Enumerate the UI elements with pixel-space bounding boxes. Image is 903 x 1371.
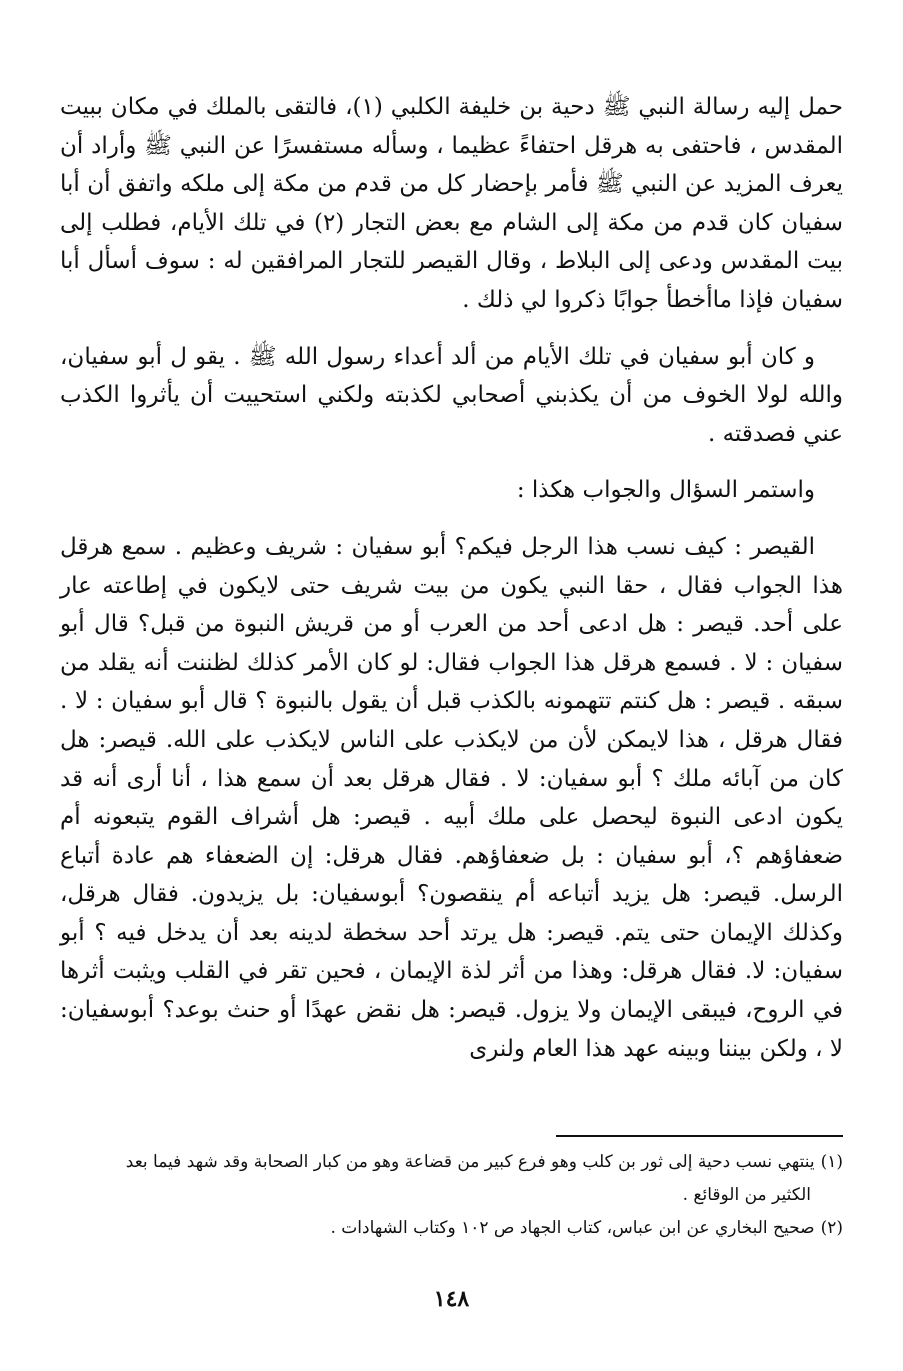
footnote-item <box>60 1146 843 1179</box>
footnote-divider <box>556 1135 843 1137</box>
footnote-continuation: الكثير من الوقائع . <box>682 1185 811 1205</box>
page-number: ١٤٨ <box>433 1286 470 1312</box>
paragraph: القيصر : كيف نسب هذا الرجل فيكم؟ أبو سفيان : شريف وعظيم . سمع هرقل هذا الجواب فقال ، حقا النبي يكون من بيت شريف حتى لايكون في إطاعته عار على أحد. قيصر : هل ادعى أحد من العرب أو من قريش النبوة من قبل؟ قال أبو سفيان : لا . فسمع هرقل هذا الجواب فقال: لو كان الأمر كذلك لظننت أنه يقلد من سبقه . قيصر : هل كنتم تتهمونه بالكذب قبل أن يقول بالنبوة ؟ قال أبو سفيان : لا . فقال هرقل ، هذا لايمكن لأن من لايكذب على الناس لايكذب على الله. قيصر: هل كان من آبائه ملك ؟ أبو سفيان: لا . فقال هرقل بعد أن سمع هذا ، أنا أرى أنه قد يكون ادعى النبوة ليحصل على ملك أبيه . قيصر: هل أشراف القوم يتبعونه أم ضعفاؤهم ؟، أبو سفيان : بل ضعفاؤهم. فقال هرقل: إن الضعفاء هم عادة أتباع الرسل. قيصر: هل يزيد أتباعه أم ينقصون؟ أبوسفيان: بل يزيدون. فقال هرقل، وكذلك الإيمان حتى يتم. قيصر: هل يرتد أحد سخطة لدينه بعد أن يدخل فيه ؟ أبو سفيان: لا. فقال هرقل: وهذا من أثر لذة الإيمان ، فحين تقر في القلب ويثبت أثرها في الروح، فيبقى الإيمان ولا يزول. قيصر: هل نقض عهدًا أو حنث بوعد؟ أبوسفيان: لا ، ولكن بيننا وبينه عهد هذا العام ولنرى <box>60 533 843 1062</box>
paragraph: و كان أبو سفيان في تلك الأيام من ألد أعداء رسول الله ﷺ . يقو ل أبو سفيان، والله لولا الخوف من أن يكذبني أصحابي لكذبته ولكني استحييت أن يأثروا الكذب عني فصدقته . <box>60 343 843 447</box>
footnote-number: (٢) <box>820 1218 843 1238</box>
paragraph: واستمر السؤال والجواب هكذا : <box>516 477 815 504</box>
paragraph: حمل إليه رسالة النبي ﷺ دحية بن خليفة الكلبي (١)، فالتقى بالملك في مكان ببيت المقدس ، فاحتفى به هرقل احتفاءً عظيما ، وسأله مستفسرًا عن النبي ﷺ وأراد أن يعرف المزيد عن النبي ﷺ فأمر بإحضار كل من قدم من مكة إلى ملكه واتفق أن أبا سفيان كان قدم من مكة إلى الشام مع بعض التجار (٢) في تلك الأيام، فطلب إلى بيت المقدس ودعى إلى البلاط ، وقال القيصر للتجار المرافقين له : سوف أسأل أبا سفيان فإذا ماأخطأ جوابًا ذكروا لي ذلك . <box>60 94 844 313</box>
main-text <box>60 88 843 1068</box>
footnotes <box>60 1146 843 1245</box>
footnote-text: صحيح البخاري عن ابن عباس، كتاب الجهاد ص ١٠٢ وكتاب الشهادات . <box>330 1218 815 1238</box>
book-page <box>60 88 843 1068</box>
footnote-item <box>60 1212 843 1245</box>
footnote-number: (١) <box>820 1152 843 1172</box>
footnote-text: ينتهي نسب دحية إلى ثور بن كلب وهو فرع كبير من قضاعة وهو من كبار الصحابة وقد شهد فيما بعد <box>125 1152 815 1172</box>
